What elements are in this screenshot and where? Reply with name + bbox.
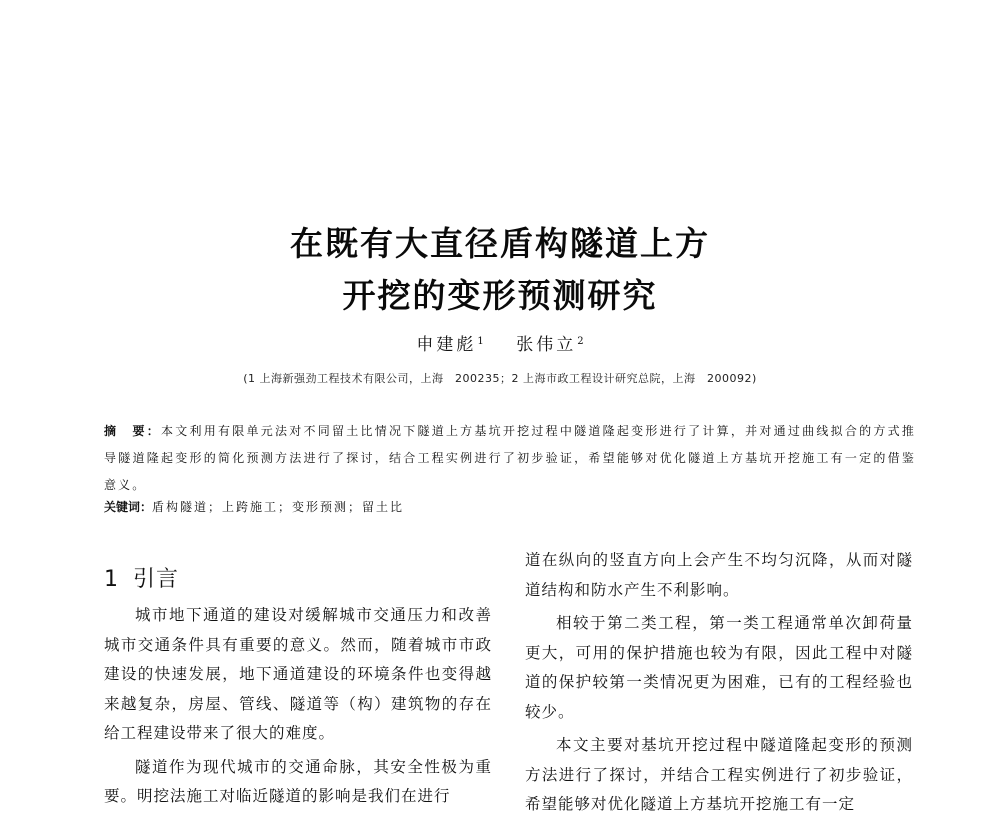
body-paragraph: 相较于第二类工程，第一类工程通常单次卸荷量更大，可用的保护措施也较为有限，因此工程中对隧道的保护较第一类情况更为困难，已有的工程经验也较少。 — [525, 614, 913, 721]
body-paragraph-continued: 道在纵向的竖直方向上会产生不均匀沉降，从而对隧道结构和防水产生不利影响。 — [525, 551, 913, 599]
paper-title-line-2: 开挖的变形预测研究 — [342, 276, 658, 315]
author-affiliation-mark: 2 — [577, 336, 584, 347]
author-name: 申建彪 — [416, 335, 477, 355]
abstract-label: 摘 要： — [104, 424, 161, 438]
author — [516, 330, 583, 355]
body-column-left — [104, 601, 492, 816]
keywords — [104, 498, 916, 516]
affiliation: (1 上海新强劲工程技术有限公司，上海 200235；2 上海市政工程设计研究总院，上海 200092) — [243, 372, 757, 385]
keywords-label: 关键词： — [104, 500, 153, 514]
body-paragraph: 本文主要对基坑开挖过程中隧道隆起变形的预测方法进行了探讨，并结合工程实例进行了初步验证，希望能够对优化隧道上方基坑开挖施工有一定 — [525, 736, 913, 813]
section-title: 引言 — [133, 567, 180, 592]
author-list — [0, 330, 1000, 355]
body-paragraph: 城市地下通道的建设对缓解城市交通压力和改善城市交通条件具有重要的意义。然而，随着城市市政建设的快速发展，地下通道建设的环境条件也变得越来越复杂，房屋、管线、隧道等（构）建筑物的存在给工程建设带来了很大的难度。 — [104, 606, 492, 742]
body-paragraph: 隧道作为现代城市的交通命脉，其安全性极为重要。明挖法施工对临近隧道的影响是我们在进行 — [104, 757, 492, 805]
author-affiliation-mark: 1 — [477, 336, 484, 347]
body-column-right — [525, 546, 913, 824]
author-name: 张伟立 — [516, 335, 577, 355]
paper-title-line-1: 在既有大直径盾构隧道上方 — [290, 224, 710, 263]
abstract-text: 本文利用有限单元法对不同留土比情况下隧道上方基坑开挖过程中隧道隆起变形进行了计算，并对通过曲线拟合的方式推导隧道隆起变形的简化预测方法进行了探讨，结合工程实例进行了初步验证，希望能够对优化隧道上方基坑开挖施工有一定的借鉴意义。 — [104, 424, 916, 492]
section-number: 1 — [104, 567, 119, 592]
abstract — [104, 418, 916, 499]
author — [416, 330, 483, 355]
keywords-text: 盾构隧道；上跨施工；变形预测；留土比 — [152, 500, 405, 514]
section-heading — [104, 562, 179, 593]
